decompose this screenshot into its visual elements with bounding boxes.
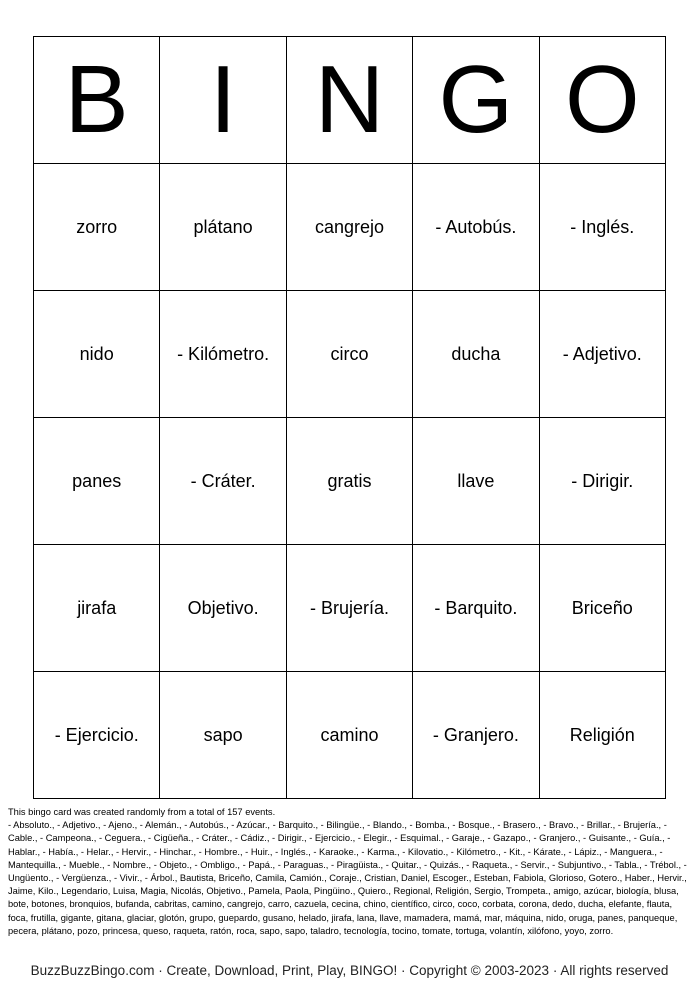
bingo-row: [34, 672, 666, 799]
bingo-cell: - Granjero.: [413, 672, 539, 799]
bingo-cell: - Inglés.: [539, 164, 665, 291]
bingo-cell: sapo: [160, 672, 286, 799]
event-count-text: This bingo card was created randomly from a total of 157 events.: [8, 807, 276, 817]
bingo-row: [34, 418, 666, 545]
bingo-cell: - Autobús.: [413, 164, 539, 291]
header-letter-g: G: [413, 37, 539, 164]
bingo-cell: Briceño: [539, 545, 665, 672]
header-letter-i: I: [160, 37, 286, 164]
bingo-cell: - Cráter.: [160, 418, 286, 545]
bingo-cell: - Brujería.: [286, 545, 412, 672]
bingo-cell: camino: [286, 672, 412, 799]
header-letter-o: O: [539, 37, 665, 164]
bingo-cell: - Barquito.: [413, 545, 539, 672]
bingo-row: [34, 164, 666, 291]
bingo-cell: llave: [413, 418, 539, 545]
bingo-cell: Religión: [539, 672, 665, 799]
bingo-cell: - Dirigir.: [539, 418, 665, 545]
bingo-cell: panes: [34, 418, 160, 545]
bingo-cell: nido: [34, 291, 160, 418]
bingo-header-row: [34, 37, 666, 164]
bingo-cell: - Kilómetro.: [160, 291, 286, 418]
header-letter-b: B: [34, 37, 160, 164]
bingo-cell: zorro: [34, 164, 160, 291]
bingo-cell: jirafa: [34, 545, 160, 672]
bingo-row: [34, 291, 666, 418]
bingo-row: [34, 545, 666, 672]
bingo-cell: - Ejercicio.: [34, 672, 160, 799]
bingo-cell: ducha: [413, 291, 539, 418]
bingo-card: [33, 36, 666, 799]
bingo-cell: plátano: [160, 164, 286, 291]
header-letter-n: N: [286, 37, 412, 164]
bingo-cell: circo: [286, 291, 412, 418]
bingo-cell: - Adjetivo.: [539, 291, 665, 418]
bingo-cell: Objetivo.: [160, 545, 286, 672]
event-list-text: - Absoluto., - Adjetivo., - Ajeno., - Alemán., - Autobús., - Azúcar., - Barquito., - Bilingüe., - Blando., - Bomba., - Bosque., - Brasero., - Bravo., - Brillar., - Brujería., - Cable., - Campeona., - Ceguera., - Cigüeña., - Cráter., - Cádiz., - Dirigir., - Ejercicio., - Elegir., - Esquimal., - Garaje., - Gazapo., - Granjero., - Guisante., - Guía., - Hablar., - Había., - Helar., - Hervir., - Hinchar., - Hombre., - Huir., - Inglés., - Karaoke., - Karma., - Kilovatio., - Kilómetro., - Kit., - Kárate., - Lápiz., - Manguera., - Mantequilla., - Mueble., - Nombre., - Objeto., - Ombligo., - Papá., - Paraguas., - Piragüista., - Quitar., - Quizás., - Raqueta., - Servir., - Subjuntivo., - Tabla., - Trébol., - Ungüento., - Vergüenza., - Vivir., - Árbol., Bautista, Briceño, Camila, Camión., Coraje., Cristian, Daniel, Escoger., Esteban, Fabiola, Glorioso, Gotero., Haber., Hervir., Jaime, Kilo., Legendario, Luisa, Magia, Nicolás, Objetivo., Pamela, Paola, Pingüino., Quiero., Regional, Religión, Sergio, Trompeta., amigo, azúcar, biología, blusa, bote, botones, bronquios, bufanda, cabritas, camino, cangrejo, carro, cazuela, cecina, chino, científico, circo, coco, corbata, corona, dedo, ducha, elefante, flauta, foca, frutilla, gigante, gitana, glaciar, glotón, grupo, guepardo, gusano, helado, jirafa, lana, llave, mamadera, mamá, mar, máquina, nido, oruga, panes, panqueque, pecera, plátano, pozo, princesa, queso, raqueta, ratón, roca, sapo, sapo, taladro, tecnología, tocino, tomate, tortuga, volantín, xilófono, yoyo, zorro.: [8, 820, 687, 936]
event-info: [8, 806, 690, 938]
bingo-cell: cangrejo: [286, 164, 412, 291]
bingo-cell: gratis: [286, 418, 412, 545]
site-footer: BuzzBuzzBingo.com · Create, Download, Print, Play, BINGO! · Copyright © 2003-2023 · All rights reserved: [30, 963, 669, 978]
